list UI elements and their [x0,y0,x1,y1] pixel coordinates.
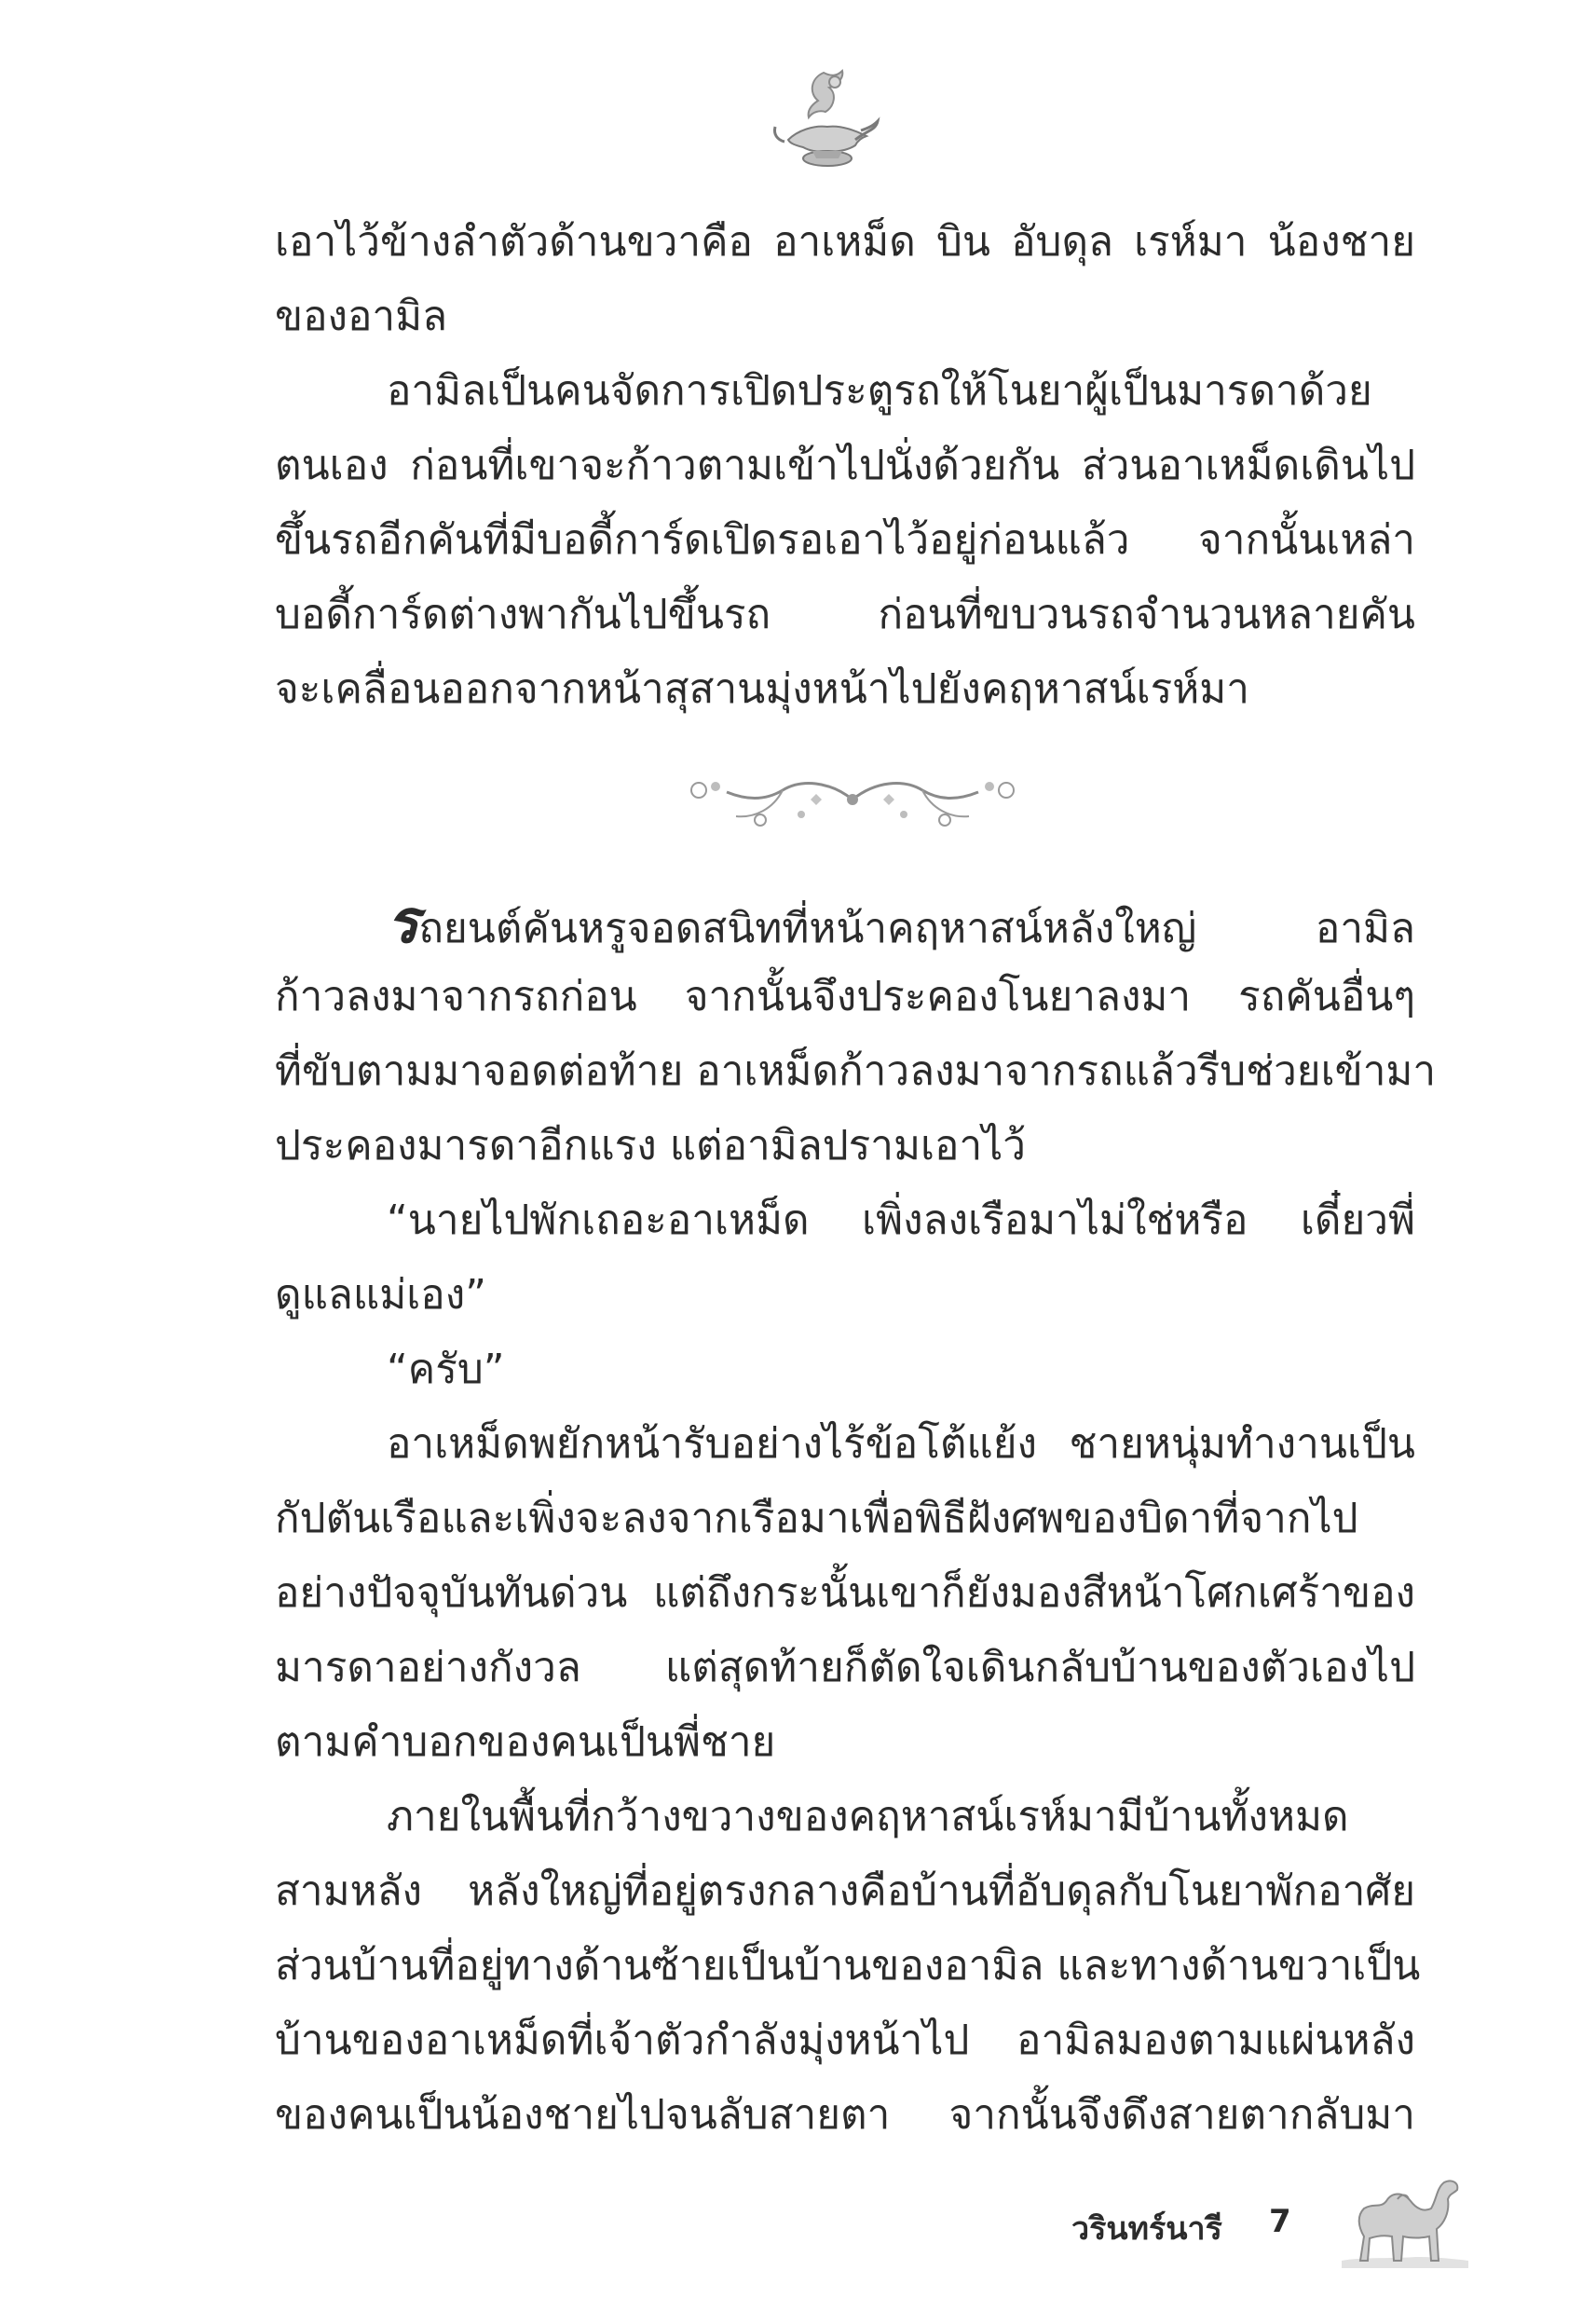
text-line: มารดาอย่างกังวล แต่สุดท้ายก็ตัดใจเดินกลับบ้านของตัวเองไป [275,1644,1415,1691]
text-line: เอาไว้ข้างลำตัวด้านขวาคือ อาเหม็ด บิน อับดุล เรห์มา น้องชาย [275,218,1415,266]
text-line: อามิลเป็นคนจัดการเปิดประตูรถให้โนยาผู้เป็นมารดาด้วย [387,367,1372,415]
text-line: ส่วนบ้านที่อยู่ทางด้านซ้ายเป็นบ้านของอามิล และทางด้านขวาเป็น [275,1942,1421,1990]
text-line: “นายไปพักเถอะอาเหม็ด เพิ่งลงเรือมาไม่ใช่หรือ เดี๋ยวพี่ [387,1197,1415,1244]
text-line: ตนเอง ก่อนที่เขาจะก้าวตามเข้าไปนั่งด้วยกัน ส่วนอาเหม็ดเดินไป [275,442,1415,489]
paragraph-5 [275,1333,1415,1407]
paragraph-6 [275,1407,1415,1780]
paragraph-2 [275,354,1415,727]
text-line: ที่ขับตามมาจอดต่อท้าย อาเหม็ดก้าวลงมาจากรถแล้วรีบช่วยเข้ามา [275,1047,1437,1095]
text-line: ตามคำบอกของคนเป็นพี่ชาย [275,1718,776,1766]
text-line: ขึ้นรถอีกคันที่มีบอดี้การ์ดเปิดรอเอาไว้อยู่ก่อนแล้ว จากนั้นเหล่า [275,516,1415,564]
text-line: ภายในพื้นที่กว้างขวางของคฤหาสน์เรห์มามีบ้านทั้งหมด [387,1793,1349,1840]
text-line: สามหลัง หลังใหญ่ที่อยู่ตรงกลางคือบ้านที่อับดุลกับโนยาพักอาศัย [275,1867,1415,1915]
text-line: กัปตันเรือและเพิ่งจะลงจากเรือมาเพื่อพิธีฝังศพของบิดาที่จากไป [275,1495,1358,1542]
paragraph-1 [275,205,1415,354]
text-line [275,885,1415,960]
text-line: จะเคลื่อนออกจากหน้าสุสานมุ่งหน้าไปยังคฤหาสน์เรห์มา [275,665,1249,713]
page-footer [1025,2171,1547,2283]
book-title: วรินทร์นารี [1071,2210,1222,2248]
text-line: “ครับ” [387,1346,505,1393]
paragraph-3 [275,885,1437,1183]
drop-cap: ร [387,888,419,957]
text-line: อาเหม็ดพยักหน้ารับอย่างไร้ข้อโต้แย้ง ชายหนุ่มทำงานเป็น [387,1420,1415,1468]
page-number: 7 [1269,2203,1291,2240]
text-line: ประคองมารดาอีกแรง แต่อามิลปรามเอาไว้ [275,1122,1027,1169]
text-line: บ้านของอาเหม็ดที่เจ้าตัวกำลังมุ่งหน้าไป อามิลมองตามแผ่นหลัง [275,2017,1415,2064]
text-line: ก้าวลงมาจากรถก่อน จากนั้นจึงประคองโนยาลงมา รถคันอื่นๆ [275,973,1415,1020]
floral-divider-icon [671,762,1034,855]
text-line: อย่างปัจจุบันทันด่วน แต่ถึงกระนั้นเขาก็ยังมองสีหน้าโศกเศร้าของ [275,1569,1415,1617]
paragraph-7 [275,1780,1421,2153]
camel-icon [1332,2171,1472,2274]
text-line: ของอามิล [275,293,448,340]
magic-lamp-icon [770,65,881,177]
paragraph-4 [275,1183,1415,1333]
text-line: ของคนเป็นน้องชายไปจนลับสายตา จากนั้นจึงดึงสายตากลับมา [275,2091,1415,2139]
text-line: บอดี้การ์ดต่างพากันไปขึ้นรถ ก่อนที่ขบวนรถจำนวนหลายคัน [275,591,1415,638]
first-line-text: ถยนต์คันหรูจอดสนิทที่หน้าคฤหาสน์หลังใหญ่ อามิล [418,905,1415,952]
text-line: ดูแลแม่เอง” [275,1271,487,1319]
